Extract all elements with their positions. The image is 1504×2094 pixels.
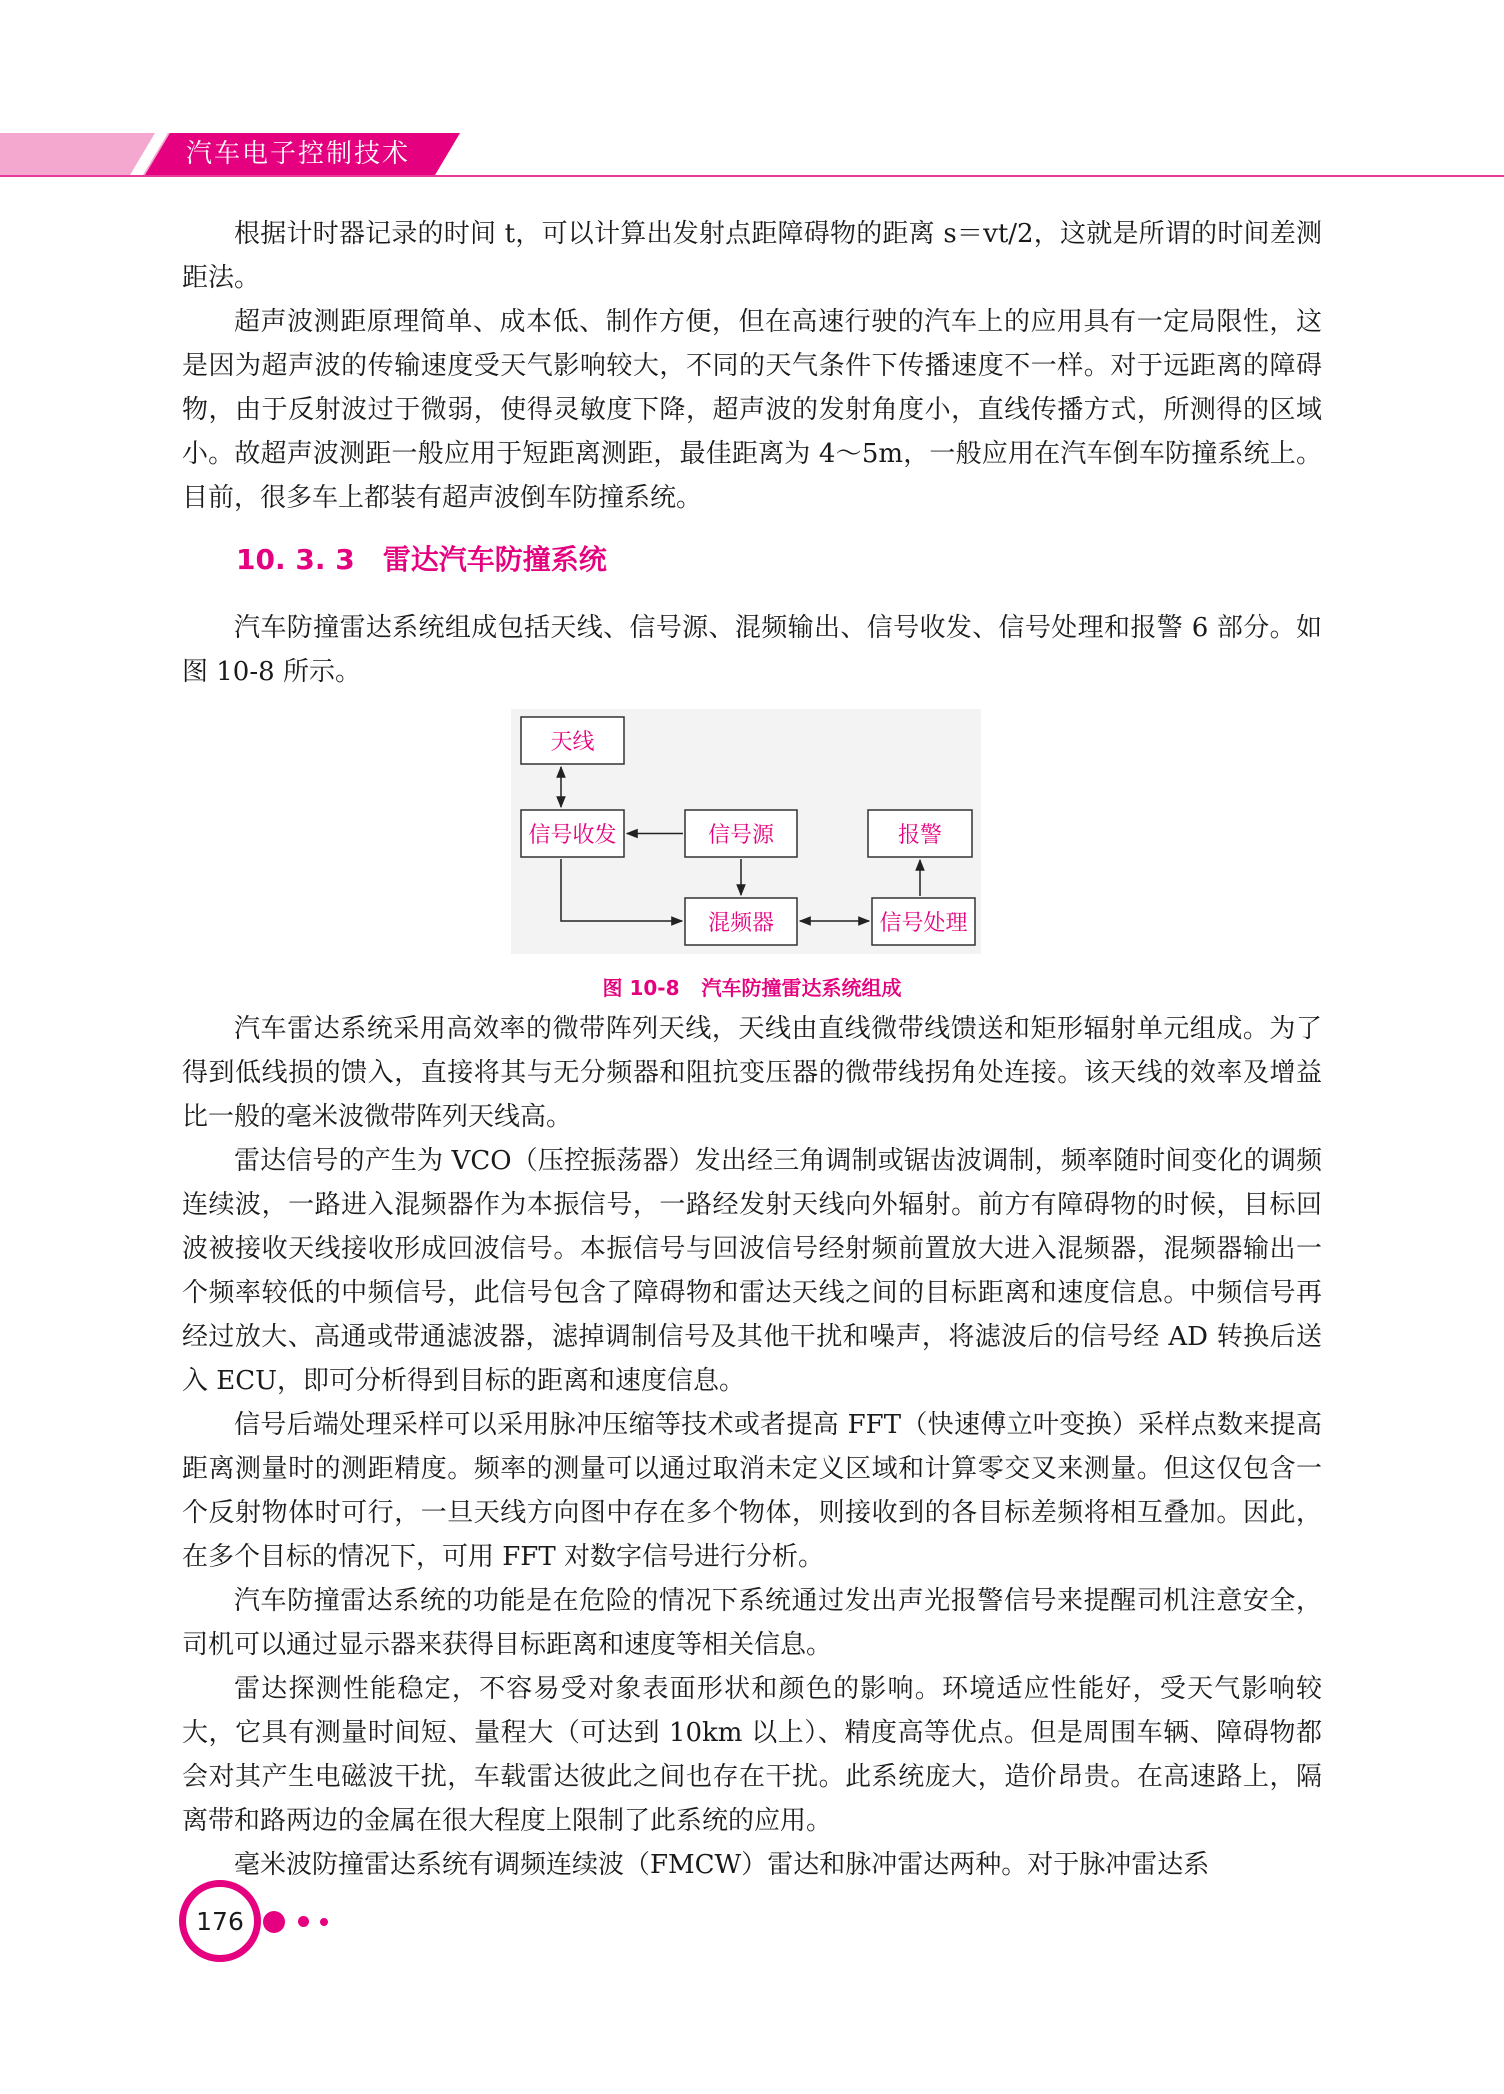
- paragraph: 超声波测距原理简单、成本低、制作方便，但在高速行驶的汽车上的应用具有一定局限性，这是因为超声波的传输速度受天气影响较大，不同的天气条件下传播速度不一样。对于远距离的障碍物，由于反射波过于微弱，使得灵敏度下降，超声波的发射角度小，直线传播方式，所测得的区域小。故超声波测距一般应用于短距离测距，最佳距离为 4～5m，一般应用在汽车倒车防撞系统上。目前，很多车上都装有超声波倒车防撞系统。: [182, 307, 1322, 513]
- folio-dot-medium: [298, 1916, 309, 1927]
- label-signal-processing: 信号处理: [879, 911, 968, 936]
- paragraph: 雷达信号的产生为 VCO（压控振荡器）发出经三角调制或锯齿波调制，频率随时间变化的调频连续波，一路进入混频器作为本振信号，一路经发射天线向外辐射。前方有障碍物的时候，目标回波被接收天线接收形成回波信号。本振信号与回波信号经射频前置放大进入混频器，混频器输出一个频率较低的中频信号，此信号包含了障碍物和雷达天线之间的目标距离和速度信息。中频信号再经过放大、高通或带通滤波器，滤掉调制信号及其他干扰和噪声，将滤波后的信号经 AD 转换后送入 ECU，即可分析得到目标的距离和速度信息。: [182, 1146, 1322, 1396]
- paragraph: 汽车雷达系统采用高效率的微带阵列天线，天线由直线微带线馈送和矩形辐射单元组成。为了得到低线损的馈入，直接将其与无分频器和阻抗变压器的微带线拐角处连接。该天线的效率及增益比一般的毫米波微带阵列天线高。: [182, 1014, 1322, 1132]
- paragraph: 汽车防撞雷达系统组成包括天线、信号源、混频输出、信号收发、信号处理和报警 6 部分。如图 10-8 所示。: [182, 613, 1322, 687]
- folio-dot-small: [320, 1918, 328, 1926]
- label-mixer: 混频器: [707, 911, 775, 936]
- section-number: 10. 3. 3: [236, 543, 355, 576]
- radar-system-diagram: [511, 709, 981, 954]
- page-number-badge: [179, 1880, 261, 1962]
- label-alarm: 报警: [897, 823, 943, 848]
- body-text-intro: [182, 606, 1322, 694]
- paragraph: 根据计时器记录的时间 t，可以计算出发射点距障碍物的距离 s＝vt/2，这就是所谓的时间差测距法。: [182, 219, 1322, 293]
- section-heading: [236, 538, 607, 578]
- figure-number: 图 10-8: [602, 976, 680, 1000]
- label-transceiver: 信号收发: [528, 823, 617, 848]
- paragraph: 信号后端处理采样可以采用脉冲压缩等技术或者提高 FFT（快速傅立叶变换）采样点数来提高距离测量时的测距精度。频率的测量可以通过取消未定义区域和计算零交叉来测量。但这仅包含一个反射物体时可行，一旦天线方向图中存在多个物体，则接收到的各目标差频将相互叠加。因此，在多个目标的情况下，可用 FFT 对数字信号进行分析。: [182, 1410, 1322, 1572]
- label-antenna: 天线: [550, 730, 595, 755]
- figure-title: 汽车防撞雷达系统组成: [701, 976, 902, 1000]
- paragraph: 汽车防撞雷达系统的功能是在危险的情况下系统通过发出声光报警信号来提醒司机注意安全，司机可以通过显示器来获得目标距离和速度等相关信息。: [182, 1586, 1322, 1660]
- section-title: 雷达汽车防撞系统: [382, 543, 607, 576]
- label-signal-source: 信号源: [707, 823, 775, 848]
- folio-dot-large: [263, 1911, 285, 1933]
- page-number: 176: [196, 1906, 244, 1936]
- body-text-top: [182, 212, 1322, 520]
- figure-caption: [0, 972, 1504, 1001]
- paragraph: 雷达探测性能稳定，不容易受对象表面形状和颜色的影响。环境适应性能好，受天气影响较大，它具有测量时间短、量程大（可达到 10km 以上）、精度高等优点。但是周围车辆、障碍物都会对其产生电磁波干扰，车载雷达彼此之间也存在干扰。此系统庞大，造价昂贵。在高速路上，隔离带和路两边的金属在很大程度上限制了此系统的应用。: [182, 1674, 1322, 1836]
- header-rule: [0, 175, 1504, 177]
- paragraph: 毫米波防撞雷达系统有调频连续波（FMCW）雷达和脉冲雷达两种。对于脉冲雷达系: [234, 1850, 1210, 1880]
- book-title: 汽车电子控制技术: [186, 139, 411, 169]
- body-text-bottom: [182, 1007, 1322, 1887]
